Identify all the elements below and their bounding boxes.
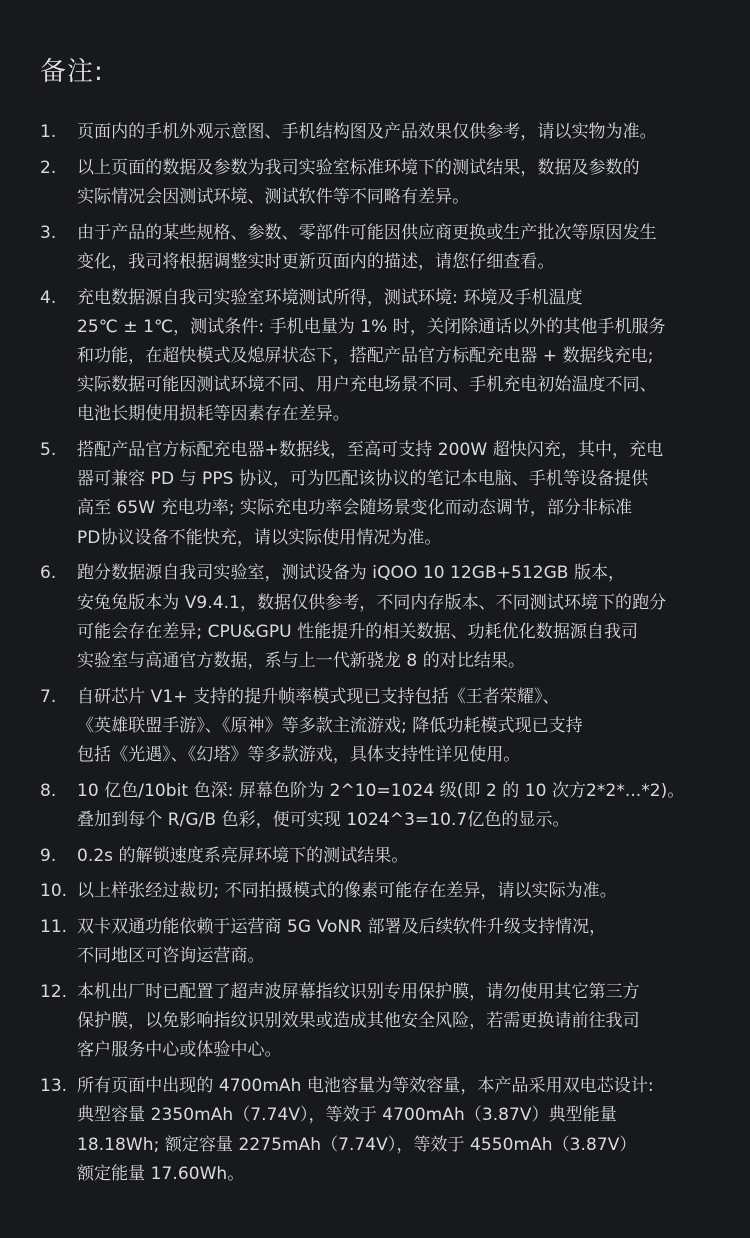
notes-list	[0, 118, 750, 1195]
note-text-line: 电池长期使用损耗等因素存在差异。	[77, 404, 350, 425]
note-text-line: 器可兼容 PD 与 PPS 协议，可为匹配该协议的笔记本电脑、手机等设备提供	[77, 469, 649, 490]
note-text-line: 叠加到每个 R/G/B 色彩，便可实现 1024^3=10.7亿色的显示。	[77, 809, 570, 830]
note-text-line: 客户服务中心或体验中心。	[77, 1040, 282, 1061]
note-text-line: 《英雄联盟手游》、《原神》等多款主流游戏; 降低功耗模式现已支持	[77, 715, 583, 736]
note-number: 10.	[40, 881, 68, 902]
note-item	[0, 913, 727, 971]
note-item	[0, 219, 727, 277]
note-text-line: 额定能量 17.60Wh。	[77, 1163, 245, 1184]
note-text-line: 所有页面中出现的 4700mAh 电池容量为等效容量，本产品采用双电芯设计:	[77, 1076, 654, 1097]
note-text-line: 典型容量 2350mAh（7.74V），等效于 4700mAh（3.87V）典型能量	[77, 1105, 617, 1126]
note-text-line: 0.2s 的解锁速度系亮屏环境下的测试结果。	[77, 845, 409, 866]
note-text-line: 可能会存在差异; CPU&GPU 性能提升的相关数据、功耗优化数据源自我司	[77, 621, 639, 642]
note-item	[0, 118, 727, 147]
note-number: 12.	[40, 981, 68, 1002]
note-item	[0, 978, 727, 1066]
note-number: 11.	[40, 917, 68, 938]
note-text-line: 页面内的手机外观示意图、手机结构图及产品效果仅供参考，请以实物为准。	[77, 122, 657, 142]
note-number: 7.	[40, 686, 57, 707]
note-text-line: 高至 65W 充电功率; 实际充电功率会随场景变化而动态调节，部分非标准	[77, 498, 633, 519]
note-text-line: 由于产品的某些规格、参数、零部件可能因供应商更换或生产批次等原因发生	[77, 222, 657, 243]
note-text-line: 搭配产品官方标配充电器+数据线，至高可支持 200W 超快闪充，其中，充电	[77, 440, 664, 461]
note-text-line: 10 亿色/10bit 色深: 屏幕色阶为 2^10=1024 级(即 2 的 10 次方2*2*...*2)。	[77, 780, 685, 801]
note-text-line: 变化，我司将根据调整实时更新页面内的描述，请您仔细查看。	[77, 251, 555, 272]
note-number: 1.	[40, 122, 57, 142]
note-text-line: 自研芯片 V1+ 支持的提升帧率模式现已支持包括《王者荣耀》、	[77, 686, 560, 707]
note-text-line: 双卡双通功能依赖于运营商 5G VoNR 部署及后续软件升级支持情况，	[77, 917, 607, 938]
note-text-line: 跑分数据源自我司实验室，测试设备为 iQOO 10 12GB+512GB 版本，	[77, 563, 626, 584]
note-text-line: 实际数据可能因测试环境不同、用户充电场景不同、手机充电初始温度不同、	[77, 375, 657, 396]
note-text-line: 以上页面的数据及参数为我司实验室标准环境下的测试结果，数据及参数的	[77, 157, 640, 178]
note-text-line: 充电数据源自我司实验室环境测试所得，测试环境: 环境及手机温度	[77, 287, 583, 308]
note-number: 13.	[40, 1076, 68, 1097]
note-number: 6.	[40, 563, 57, 584]
note-number: 2.	[40, 157, 57, 178]
note-text-line: 不同地区可咨询运营商。	[77, 946, 265, 967]
note-item	[0, 559, 727, 676]
note-text-line: 以上样张经过裁切; 不同拍摄模式的像素可能存在差异，请以实际为准。	[77, 881, 617, 902]
note-item	[0, 777, 727, 835]
note-text-line: 18.18Wh; 额定容量 2275mAh（7.74V），等效于 4550mAh（3.87V）	[77, 1134, 637, 1155]
note-number: 5.	[40, 440, 57, 461]
note-text-line: 保护膜，以免影响指纹识别效果或造成其他安全风险，若需更换请前往我司	[77, 1011, 640, 1032]
note-item	[0, 877, 727, 906]
note-text-line: 实验室与高通官方数据，系与上一代新骁龙 8 的对比结果。	[77, 650, 526, 671]
note-item	[0, 154, 727, 212]
page-title: 备注:	[40, 57, 104, 87]
note-item	[0, 683, 727, 771]
note-item	[0, 1072, 727, 1189]
note-text-line: 包括《光遇》、《幻塔》等多款游戏，具体支持性详见使用。	[77, 745, 521, 766]
note-number: 8.	[40, 780, 57, 801]
note-text-line: 本机出厂时已配置了超声波屏幕指纹识别专用保护膜，请勿使用其它第三方	[77, 981, 640, 1002]
note-text-line: PD协议设备不能快充，请以实际使用情况为准。	[77, 527, 442, 548]
note-item	[0, 284, 727, 430]
note-item	[0, 436, 727, 553]
note-item	[0, 842, 727, 871]
note-text-line: 实际情况会因测试环境、测试软件等不同略有差异。	[77, 186, 470, 207]
note-number: 4.	[40, 287, 57, 308]
note-text-line: 25℃ ± 1℃，测试条件: 手机电量为 1% 时，关闭除通话以外的其他手机服务	[77, 316, 666, 337]
note-number: 9.	[40, 845, 57, 866]
note-text-line: 安兔兔版本为 V9.4.1，数据仅供参考，不同内存版本、不同测试环境下的跑分	[77, 592, 667, 613]
note-text-line: 和功能，在超快模式及熄屏状态下，搭配产品官方标配充电器 + 数据线充电;	[77, 345, 654, 366]
note-number: 3.	[40, 222, 57, 243]
